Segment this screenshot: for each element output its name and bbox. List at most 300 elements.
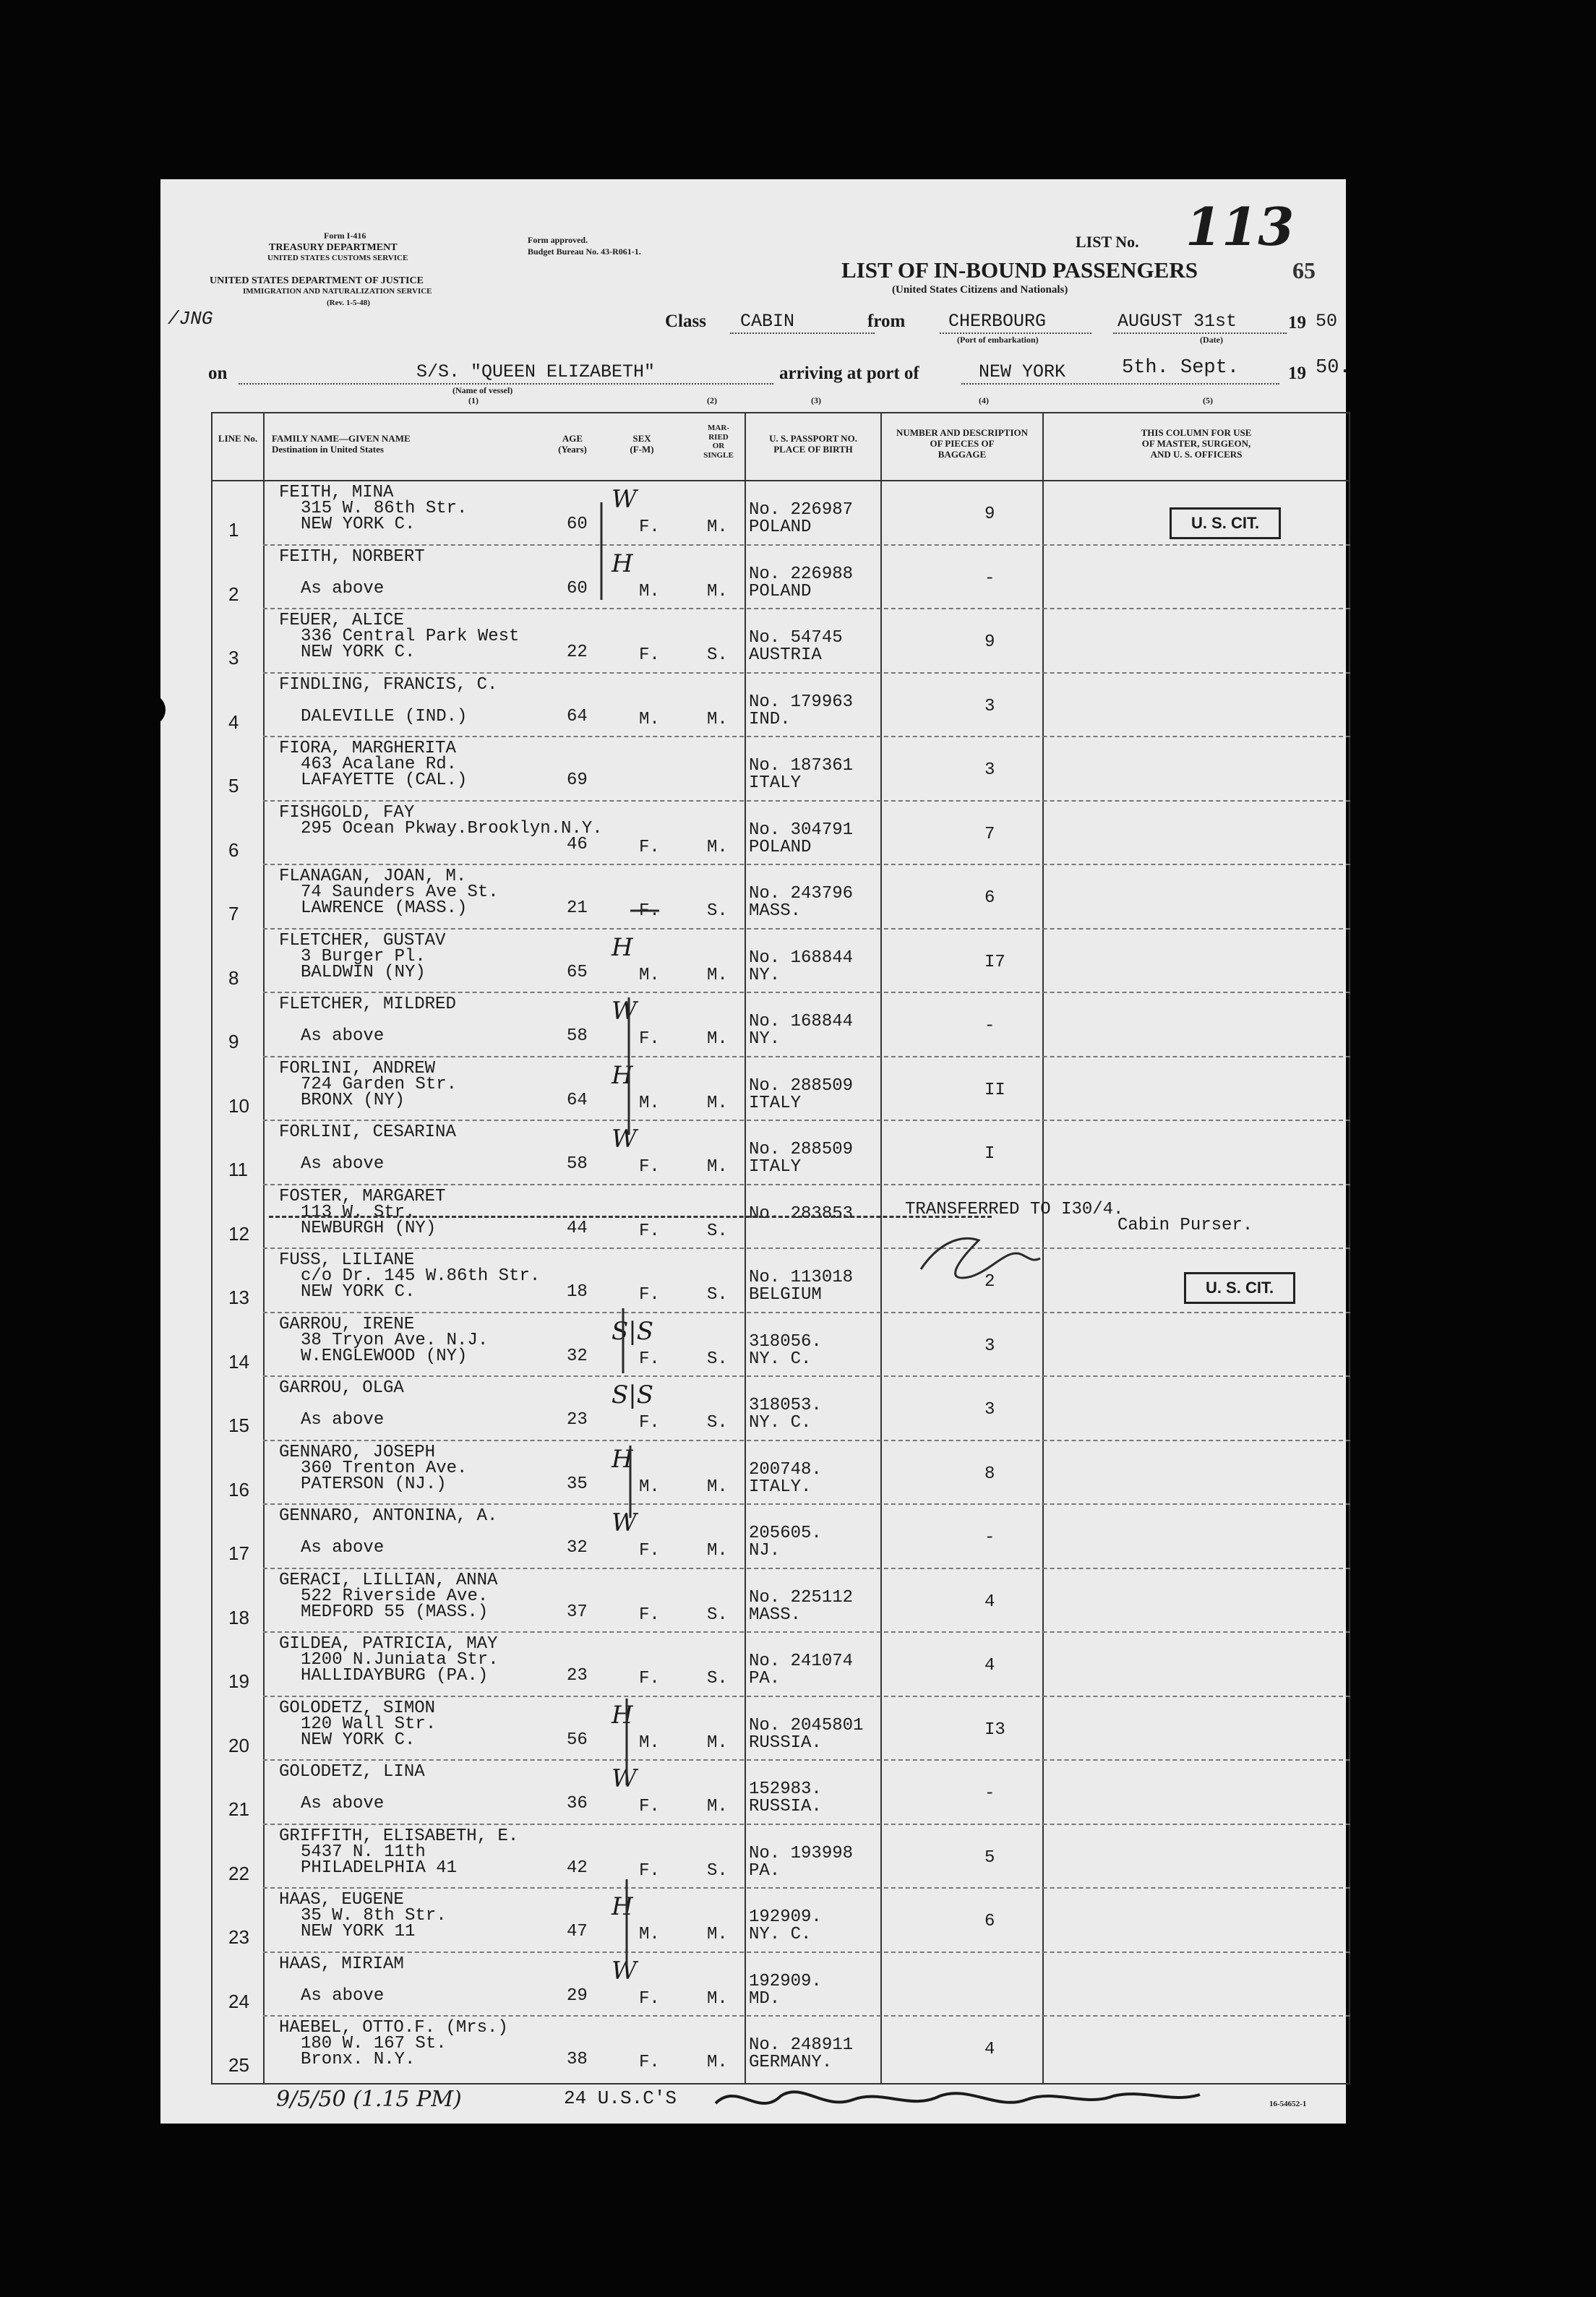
birth-place: NJ. — [749, 1541, 781, 1560]
col-age: AGE (Years) — [558, 433, 587, 455]
passport-number: 192909. — [749, 1971, 822, 1991]
line-number: 17 — [228, 1542, 249, 1564]
age-value: 21 — [567, 898, 588, 918]
passport-number: No. 54745 — [749, 628, 843, 648]
age-value: 22 — [567, 643, 588, 662]
sex-value: F. — [639, 1029, 660, 1049]
birth-place: ITALY — [749, 1157, 802, 1177]
embark-port: CHERBOURG — [948, 311, 1047, 332]
age-value: 42 — [567, 1858, 588, 1878]
destination: LAFAYETTE (CAL.) — [301, 770, 468, 790]
passport-number: No. 179963 — [749, 692, 854, 712]
marital-status: M. — [707, 2053, 728, 2072]
passenger-name: FLANAGAN, JOAN, M. — [279, 867, 467, 886]
passenger-name: GOLODETZ, LINA — [279, 1762, 425, 1782]
passenger-name: FIORA, MARGHERITA — [279, 739, 456, 758]
destination: As above — [301, 1410, 385, 1430]
destination: HALLIDAYBURG (PA.) — [301, 1666, 489, 1686]
sex-value: M. — [639, 1093, 660, 1113]
baggage-count: 4 — [984, 1592, 995, 1612]
destination: As above — [301, 1154, 385, 1174]
passport-number: No. 248911 — [749, 2035, 854, 2055]
birth-place: PA. — [749, 1669, 781, 1688]
address-line: 35 W. 8th Str. — [301, 1906, 447, 1925]
destination: NEW YORK C. — [301, 1730, 416, 1750]
birth-place: IND. — [749, 709, 791, 729]
birth-place: MD. — [749, 1988, 781, 2009]
sex-value: F. — [639, 1413, 660, 1433]
class-label: Class — [665, 312, 706, 331]
address-line: 74 Saunders Ave St. — [301, 883, 499, 902]
marital-status: S. — [707, 1413, 728, 1433]
destination: NEWBURGH (NY) — [301, 1218, 437, 1238]
sex-value: M. — [639, 1733, 660, 1753]
sex-value: F. — [639, 1349, 660, 1369]
address-line: 120 Wall Str. — [301, 1714, 437, 1734]
line-number: 25 — [228, 2054, 249, 2076]
tally-mark: H — [612, 549, 633, 578]
vessel-name: S/S. "QUEEN ELIZABETH" — [416, 361, 656, 382]
marital-status: M. — [707, 1797, 728, 1816]
birth-place: ITALY. — [749, 1477, 812, 1497]
col-num-2: (2) — [707, 395, 717, 405]
punch-hole — [129, 367, 160, 399]
baggage-count: 9 — [984, 632, 995, 652]
marital-status: S. — [707, 1285, 728, 1305]
passenger-name: FORLINI, CESARINA — [279, 1122, 456, 1142]
passport-number: No. 193998 — [749, 1843, 854, 1863]
inspector-signature — [708, 2074, 1214, 2125]
sex-value: M. — [639, 709, 660, 729]
address-line: 180 W. 167 St. — [301, 2034, 447, 2053]
passport-number: No. 283853 — [749, 1203, 854, 1224]
purser-note: Cabin Purser. — [1117, 1216, 1253, 1235]
passenger-name: FUSS, LILIANE — [279, 1250, 415, 1270]
birth-place: AUSTRIA — [749, 645, 822, 665]
birth-place: RUSSIA. — [749, 1733, 822, 1753]
age-value: 32 — [567, 1538, 588, 1558]
line-number: 20 — [228, 1734, 249, 1756]
passport-number: No. 168844 — [749, 948, 854, 968]
list-number: 113 — [1185, 196, 1295, 257]
inspection-time: 9/5/50 (1.15 PM) — [276, 2087, 462, 2112]
marital-status: S. — [707, 1605, 728, 1625]
passenger-name: GENNARO, ANTONINA, A. — [279, 1506, 498, 1526]
tally-mark: W — [612, 1508, 637, 1537]
tally-mark: W — [612, 1125, 637, 1154]
marital-status: S. — [707, 1669, 728, 1688]
arrival-year: 50. — [1316, 357, 1351, 379]
marital-status: S. — [707, 1860, 728, 1881]
passport-number: 152983. — [749, 1779, 822, 1799]
baggage-count: TRANSFERRED TO I30/4. — [905, 1199, 1124, 1219]
line-number: 9 — [228, 1031, 239, 1052]
sex-value: M. — [639, 1925, 660, 1944]
col-sex: SEX (F-M) — [630, 433, 654, 455]
line-number: 13 — [228, 1287, 249, 1308]
col-remarks: THIS COLUMN FOR USE OF MASTER, SURGEON, AND U. S. OFFICERS — [1141, 427, 1252, 460]
baggage-count: 8 — [984, 1464, 995, 1484]
line-number: 7 — [228, 903, 239, 924]
line-number: 4 — [228, 710, 239, 733]
marital-status: M. — [707, 1477, 728, 1497]
address-line: 3 Burger Pl. — [301, 946, 426, 966]
passenger-name: GILDEA, PATRICIA, MAY — [279, 1634, 498, 1654]
baggage-count: 5 — [984, 1847, 995, 1868]
sex-value: F. — [639, 645, 660, 665]
line-number: 11 — [228, 1159, 248, 1180]
address-line: 360 Trenton Ave. — [301, 1458, 468, 1478]
manifest-subtitle: (United States Citizens and Nationals) — [892, 284, 1068, 296]
baggage-count: - — [984, 1528, 995, 1547]
col-num-3: (3) — [811, 395, 821, 405]
destination: NEW YORK C. — [301, 1282, 416, 1302]
passenger-name: FLETCHER, MILDRED — [279, 995, 456, 1014]
address-line: 463 Acalane Rd. — [301, 755, 458, 774]
tally-mark: H — [612, 1892, 633, 1921]
destination: BALDWIN (NY) — [301, 962, 426, 982]
birth-place: NY. C. — [749, 1925, 812, 1944]
us-citizen-stamp: U. S. CIT. — [1184, 1272, 1295, 1304]
marital-status: S. — [707, 1221, 728, 1241]
marital-status: S. — [707, 645, 728, 665]
justice-dept: UNITED STATES DEPARTMENT OF JUSTICE — [210, 275, 424, 286]
punch-hole — [134, 694, 166, 726]
destination: PHILADELPHIA 41 — [301, 1858, 458, 1878]
baggage-count: - — [984, 1016, 995, 1036]
sex-value: F. — [639, 837, 660, 857]
marital-status: M. — [707, 1733, 728, 1753]
punch-hole — [129, 1583, 160, 1615]
marital-status: M. — [707, 581, 728, 601]
destination: As above — [301, 1538, 385, 1558]
sex-value: F. — [639, 1860, 660, 1881]
marital-status: S. — [707, 1349, 728, 1369]
line-number: 12 — [228, 1222, 249, 1245]
marital-status: M. — [707, 965, 728, 985]
col-num-1: (1) — [468, 395, 479, 405]
passenger-name: GARROU, OLGA — [279, 1378, 404, 1398]
passenger-name: FOSTER, MARGARET — [279, 1186, 446, 1206]
from-label: from — [867, 312, 906, 331]
passenger-name: HAAS, EUGENE — [279, 1890, 404, 1910]
destination: MEDFORD 55 (MASS.) — [301, 1602, 489, 1622]
age-value: 64 — [567, 1090, 588, 1110]
passenger-name: GERACI, LILLIAN, ANNA — [279, 1570, 498, 1590]
line-number: 23 — [228, 1926, 249, 1948]
line-number: 16 — [228, 1478, 249, 1500]
passport-number: No. 225112 — [749, 1587, 854, 1607]
address-line: 38 Tryon Ave. N.J. — [301, 1330, 489, 1350]
tally-mark: W — [612, 1956, 637, 1985]
dept-name: TREASURY DEPARTMENT — [269, 242, 398, 253]
birth-place: ITALY — [749, 1093, 802, 1113]
destination: W.ENGLEWOOD (NY) — [301, 1346, 468, 1366]
passenger-name: FINDLING, FRANCIS, C. — [279, 674, 498, 695]
sex-value: M. — [639, 965, 660, 985]
age-value: 47 — [567, 1922, 588, 1941]
tally-mark: H — [612, 1700, 633, 1730]
line-number: 5 — [228, 775, 239, 797]
passenger-name: HAEBEL, OTTO.F. (Mrs.) — [279, 2018, 508, 2038]
address-line: 522 Riverside Ave. — [301, 1586, 489, 1606]
punch-hole — [129, 1984, 160, 2016]
passenger-name: GARROU, IRENE — [279, 1314, 415, 1334]
col-name: FAMILY NAME—GIVEN NAME Destination in United States — [272, 433, 411, 455]
marital-status: M. — [707, 1093, 728, 1113]
punch-hole — [129, 230, 160, 262]
tally-mark: W — [612, 997, 637, 1026]
baggage-count: II — [984, 1080, 1005, 1100]
sex-value: F. — [639, 1157, 660, 1177]
address-line: 315 W. 86th Str. — [301, 499, 468, 518]
destination: As above — [301, 578, 385, 598]
us-citizen-stamp: U. S. CIT. — [1170, 507, 1281, 539]
birth-place: NY. — [749, 965, 781, 985]
age-value: 60 — [567, 578, 588, 598]
citizen-count: 24 U.S.C'S — [564, 2087, 677, 2109]
birth-place: GERMANY. — [749, 2053, 833, 2072]
baggage-count: 9 — [984, 505, 995, 524]
passenger-name: HAAS, MIRIAM — [279, 1954, 404, 1974]
birth-place: POLAND — [749, 581, 812, 601]
address-line: 295 Ocean Pkway.Brooklyn.N.Y. — [301, 818, 603, 838]
destination: BRONX (NY) — [301, 1090, 406, 1110]
age-value: 35 — [567, 1474, 588, 1494]
passport-number: 318053. — [749, 1396, 822, 1415]
line-number: 8 — [228, 966, 239, 989]
line-number: 19 — [228, 1670, 249, 1692]
destination: As above — [301, 1026, 385, 1046]
birth-place: ITALY — [749, 773, 802, 793]
tally-mark: H — [612, 1060, 633, 1090]
baggage-count: 6 — [984, 888, 995, 908]
marital-status: M. — [707, 1157, 728, 1177]
line-number: 14 — [228, 1350, 249, 1373]
address-line: c/o Dr. 145 W.86th Str. — [301, 1266, 541, 1286]
form-number: Form I-416 — [324, 231, 366, 241]
passport-number: No. 2045801 — [749, 1715, 864, 1735]
marital-status: M. — [707, 1988, 728, 2009]
birth-place: RUSSIA. — [749, 1797, 822, 1816]
destination: NEW YORK C. — [301, 515, 416, 534]
passenger-name: FEITH, MINA — [279, 483, 394, 502]
age-value: 38 — [567, 2050, 588, 2069]
passport-number: 318056. — [749, 1331, 822, 1352]
line-number: 15 — [228, 1414, 249, 1436]
birth-place: PA. — [749, 1860, 781, 1881]
age-value: 46 — [567, 834, 588, 854]
age-value: 60 — [567, 515, 588, 534]
embark-date: AUGUST 31st — [1117, 311, 1237, 332]
passport-number: No. 226988 — [749, 564, 854, 584]
baggage-count: 3 — [984, 696, 995, 716]
tally-mark: H — [612, 932, 633, 962]
destination: Bronx. N.Y. — [301, 2050, 416, 2069]
passenger-name: FEUER, ALICE — [279, 611, 404, 630]
sex-value: F. — [639, 901, 660, 921]
initials: /JNG — [168, 308, 213, 330]
birth-place: MASS. — [749, 901, 802, 921]
baggage-count: 7 — [984, 824, 995, 844]
address-line: 1200 N.Juniata Str. — [301, 1650, 499, 1670]
baggage-count: 3 — [984, 1400, 995, 1420]
destination: LAWRENCE (MASS.) — [301, 898, 468, 918]
baggage-count: - — [984, 1784, 995, 1803]
col-married: MAR- RIED OR SINGLE — [703, 424, 734, 460]
manifest-title: LIST OF IN-BOUND PASSENGERS — [841, 257, 1198, 283]
passport-number: No. 168844 — [749, 1012, 854, 1031]
baggage-count: 2 — [984, 1272, 995, 1292]
line-number: 3 — [228, 647, 239, 669]
sex-value: F. — [639, 1285, 660, 1305]
age-value: 56 — [567, 1730, 588, 1750]
port-caption: (Port of embarkation) — [957, 335, 1039, 345]
marital-status: S. — [707, 901, 728, 921]
birth-place: POLAND — [749, 837, 812, 857]
age-value: 58 — [567, 1154, 588, 1174]
revision: (Rev. 1-5-48) — [327, 299, 370, 307]
age-value: 44 — [567, 1218, 588, 1238]
passenger-name: FORLINI, ANDREW — [279, 1058, 436, 1078]
destination: As above — [301, 1985, 385, 2006]
baggage-count: 4 — [984, 1656, 995, 1675]
form-approved: Form approved. — [528, 235, 588, 245]
line-number: 18 — [228, 1606, 249, 1628]
sex-value: M. — [639, 581, 660, 601]
sex-value: F. — [639, 1669, 660, 1688]
sex-value: F. — [639, 1797, 660, 1816]
passport-number: No. 113018 — [749, 1268, 854, 1287]
arrival-port: NEW YORK — [979, 361, 1066, 382]
passenger-name: FLETCHER, GUSTAV — [279, 930, 446, 950]
address-line: 5437 N. 11th — [301, 1842, 426, 1862]
destination: NEW YORK C. — [301, 643, 416, 662]
age-value: 23 — [567, 1410, 588, 1430]
customs-service: UNITED STATES CUSTOMS SERVICE — [267, 254, 408, 262]
line-number: 10 — [228, 1094, 249, 1117]
passenger-name: GENNARO, JOSEPH — [279, 1442, 436, 1462]
birth-place: POLAND — [749, 518, 812, 537]
passport-number: 205605. — [749, 1524, 822, 1543]
arriving-label: arriving at port of — [779, 364, 919, 383]
year-prefix: 19 — [1288, 313, 1306, 332]
age-value: 64 — [567, 706, 588, 726]
ins-name: IMMIGRATION AND NATURALIZATION SERVICE — [243, 287, 432, 296]
age-value: 58 — [567, 1026, 588, 1046]
age-value: 36 — [567, 1794, 588, 1813]
embark-year: 50 — [1316, 311, 1338, 332]
list-no-label: LIST No. — [1076, 233, 1139, 251]
class-value: CABIN — [740, 311, 795, 332]
tally-mark: W — [612, 1764, 637, 1793]
passenger-name: GRIFFITH, ELISABETH, E. — [279, 1826, 519, 1846]
baggage-count: 3 — [984, 760, 995, 780]
tally-mark: H — [612, 1444, 633, 1474]
tally-mark: W — [612, 485, 637, 514]
sex-value: F. — [639, 2053, 660, 2072]
arrival-year-prefix: 19 — [1288, 364, 1306, 383]
baggage-count: I7 — [984, 952, 1005, 972]
passport-number: No. 187361 — [749, 756, 854, 776]
arrival-date: 5th. Sept. — [1122, 357, 1240, 379]
date-caption: (Date) — [1200, 335, 1223, 345]
baggage-count: 3 — [984, 1336, 995, 1356]
passport-number: No. 288509 — [749, 1140, 854, 1159]
punch-hole — [129, 1135, 160, 1167]
destination: PATERSON (NJ.) — [301, 1474, 447, 1494]
line-number: 1 — [228, 519, 239, 541]
line-number: 6 — [228, 838, 239, 861]
page-number: 65 — [1292, 257, 1316, 283]
col-baggage: NUMBER AND DESCRIPTION OF PIECES OF BAGGAGE — [896, 427, 1029, 460]
tally-mark: S|S — [612, 1381, 654, 1409]
sex-value: F. — [639, 1541, 660, 1560]
passport-number: No. 226987 — [749, 500, 854, 520]
birth-place: MASS. — [749, 1605, 802, 1625]
birth-place: NY. — [749, 1029, 781, 1049]
marital-status: M. — [707, 1925, 728, 1944]
destination: DALEVILLE (IND.) — [301, 706, 468, 726]
marital-status: M. — [707, 1029, 728, 1049]
baggage-count: 6 — [984, 1912, 995, 1931]
line-number: 24 — [228, 1990, 249, 2012]
passenger-table — [211, 412, 1350, 2085]
budget-bureau: Budget Bureau No. 43-R061-1. — [528, 246, 641, 257]
marital-status: M. — [707, 837, 728, 857]
passport-number: No. 243796 — [749, 884, 854, 903]
col-num-4: (4) — [979, 395, 989, 405]
baggage-count: - — [984, 568, 995, 588]
tally-strokes — [211, 412, 1350, 2085]
address-line: 113 W. Str. — [301, 1202, 416, 1222]
birth-place: NY. C. — [749, 1349, 812, 1369]
passport-number: No. 241074 — [749, 1652, 854, 1671]
passport-number: No. 304791 — [749, 820, 854, 840]
passenger-name: GOLODETZ, SIMON — [279, 1698, 436, 1718]
passport-number: No. 288509 — [749, 1075, 854, 1096]
passport-number: 192909. — [749, 1907, 822, 1927]
sex-value: M. — [639, 1477, 660, 1497]
age-value: 29 — [567, 1985, 588, 2006]
age-value: 69 — [567, 770, 588, 790]
line-number: 2 — [228, 583, 239, 605]
passport-number: 200748. — [749, 1459, 822, 1480]
birth-place: NY. C. — [749, 1413, 812, 1433]
age-value: 37 — [567, 1602, 588, 1622]
birth-place: BELGIUM — [749, 1285, 822, 1305]
passenger-name: FISHGOLD, FAY — [279, 802, 415, 823]
sex-value: F. — [639, 1605, 660, 1625]
sex-value: F. — [639, 518, 660, 537]
sex-value: F. — [639, 1221, 660, 1241]
age-value: 23 — [567, 1666, 588, 1686]
age-value: 65 — [567, 962, 588, 982]
line-number: 21 — [228, 1798, 249, 1820]
col-passport: U. S. PASSPORT NO. PLACE OF BIRTH — [769, 433, 857, 455]
col-line: LINE No. — [218, 433, 258, 444]
address-line: 724 Garden Str. — [301, 1074, 458, 1094]
marital-status: M. — [707, 1541, 728, 1560]
vessel-caption: (Name of vessel) — [452, 385, 513, 395]
baggage-count: I — [984, 1144, 995, 1164]
baggage-count: 4 — [984, 2040, 995, 2059]
line-number: 22 — [228, 1862, 249, 1884]
on-label: on — [208, 364, 228, 383]
form-code: 16-54652-1 — [1269, 2100, 1307, 2108]
tally-mark: S|S — [612, 1316, 654, 1346]
age-value: 18 — [567, 1282, 588, 1302]
